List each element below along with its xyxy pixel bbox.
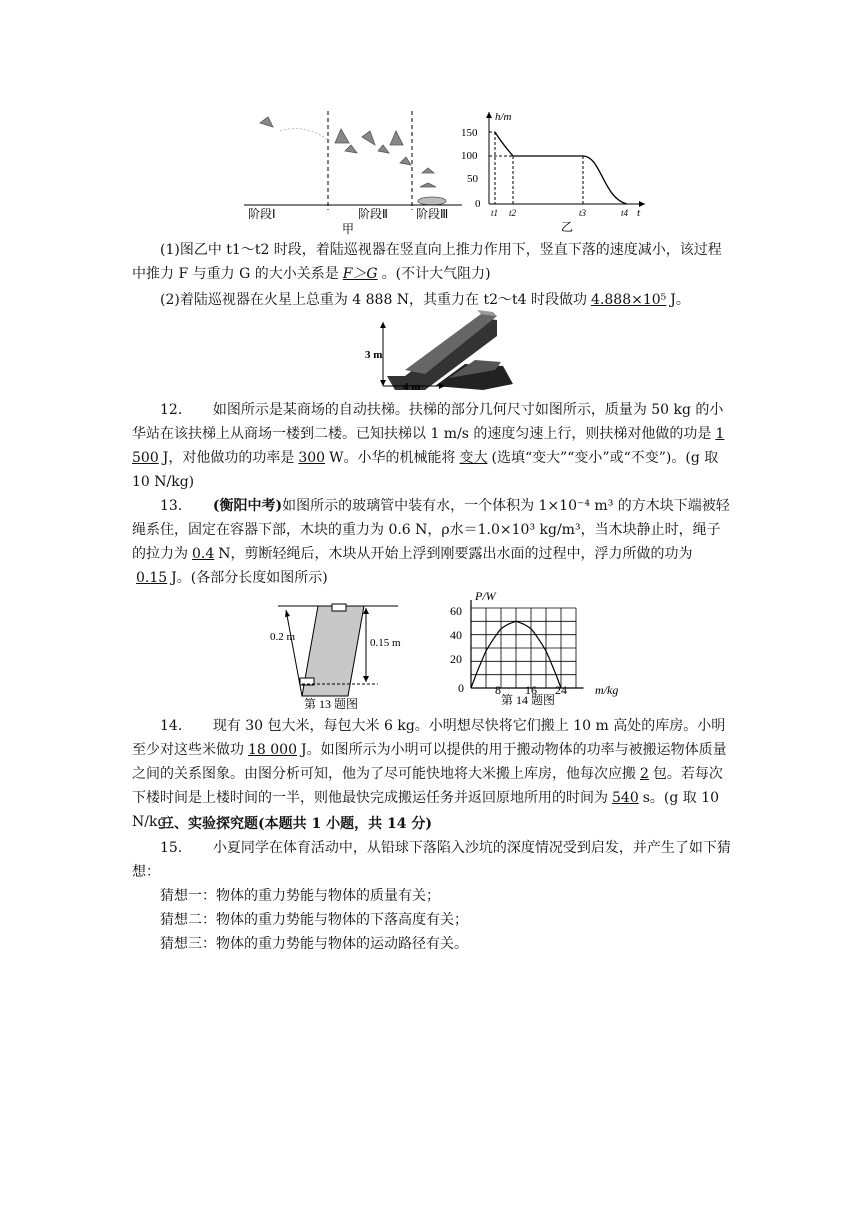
fig14-power-mass-chart bbox=[445, 588, 630, 706]
chart14-grid bbox=[471, 608, 576, 688]
q15-guess-2: 猜想二：物体的重力势能与物体的下落高度有关； bbox=[160, 912, 468, 928]
q14-answer-1: 18 000 bbox=[248, 742, 297, 758]
x-tick-t1: t1 bbox=[491, 208, 499, 218]
y-axis-label: h/m bbox=[495, 111, 512, 123]
fig14-y-tick-60: 60 bbox=[450, 604, 462, 618]
q14-answer-2: 2 bbox=[640, 766, 649, 782]
fig13-len-015: 0.15 m bbox=[370, 637, 401, 649]
fig13-caption: 第 13 题图 bbox=[304, 697, 359, 711]
y-tick-0: 0 bbox=[475, 198, 481, 210]
fig14-y-label: P/W bbox=[475, 589, 496, 603]
escalator-length: 4 m bbox=[403, 381, 421, 393]
height-curve bbox=[495, 132, 627, 204]
q11-part2: (2)着陆巡视器在火星上总重为 4 888 N，其重力在 t2～t4 时段做功 4.888×10⁵ J。 bbox=[160, 292, 690, 308]
q11-part1: (1)图乙中 t1～t2 时段，着陆巡视器在竖直向上推力作用下，竖直下落的速度减小，该过程中推力 F 与重力 G 的大小关系是 F＞G 。(不计大气阻力) bbox=[132, 242, 722, 282]
q12-answer-2: 300 bbox=[298, 450, 326, 466]
fig14-y-tick-40: 40 bbox=[450, 628, 462, 642]
q11-answer-2: 4.888×10⁵ bbox=[591, 292, 667, 308]
phase-figure bbox=[240, 105, 465, 235]
fig13-glass-tube bbox=[268, 600, 418, 712]
fig14-x-tick-24: 24 bbox=[555, 683, 567, 697]
height-time-graph bbox=[455, 108, 655, 233]
probe-trajectory bbox=[260, 117, 446, 205]
q13-text: 13． (衡阳中考)如图所示的玻璃管中装有水，一个体积为 1×10⁻⁴ m³ 的方木块下端被轻绳系住，固定在容器下部，木块的重力为 0.6 N，ρ水＝1.0×10³ kg/m³，当木块静止时，绳子的拉力为 0.4 N，剪断轻绳后，木块从开始上浮到刚要露出水面的过程中，浮力所做的功为0.15 J。(各部分长度如图所示) bbox=[132, 498, 730, 586]
q15-intro: 15． 小夏同学在体育活动中，从铅球下落陷入沙坑的深度情况受到启发，并产生了如下猜想： bbox=[132, 840, 731, 880]
q15-guess-1: 猜想一：物体的重力势能与物体的质量有关； bbox=[160, 888, 440, 904]
y-tick-100: 100 bbox=[461, 150, 478, 162]
stage-1-label: 阶段Ⅰ bbox=[248, 207, 276, 221]
x-tick-t4: t4 bbox=[621, 208, 629, 218]
q13-answer-1: 0.4 bbox=[192, 546, 215, 562]
q14-answer-3: 540 bbox=[612, 790, 639, 806]
block-top bbox=[332, 604, 346, 611]
x-tick-t2: t2 bbox=[509, 208, 517, 218]
caption-jia: 甲 bbox=[342, 222, 355, 235]
stage-2-label: 阶段Ⅱ bbox=[358, 207, 388, 221]
q14-text: 14． 现有 30 包大米，每包大米 6 kg。小明想尽快将它们搬上 10 m 高处的库房。小明至少对这些米做功 18 000 J。如图所示为小明可以提供的用于搬动物体的功率与被搬运物体质量之间的关系图象。由图分析可知，他为了尽可能快地将大米搬上库房，他每次应搬 2 包。若每次下楼时间是上楼时间的一半，则他最快完成搬运任务并返回原地所用的时间为 540 s。(g 取 10 N/kg) bbox=[132, 718, 727, 830]
q13-answer-2: 0.15 bbox=[136, 570, 168, 586]
escalator-figure bbox=[365, 308, 520, 393]
q15-guess-3: 猜想三：物体的重力势能与物体的运动路径有关。 bbox=[160, 936, 468, 952]
fig14-x-tick-16: 16 bbox=[525, 683, 537, 697]
stage-3-label: 阶段Ⅲ bbox=[416, 207, 449, 221]
fig14-caption: 第 14 题图 bbox=[501, 693, 556, 706]
fig14-y-tick-0: 0 bbox=[458, 681, 464, 695]
x-tick-t3: t3 bbox=[579, 208, 587, 218]
section-3-heading: 三、实验探究题(本题共 1 小题，共 14 分) bbox=[160, 816, 432, 832]
q12-text: 12． 如图所示是某商场的自动扶梯。扶梯的部分几何尺寸如图所示，质量为 50 kg 的小华站在该扶梯上从商场一楼到二楼。已知扶梯以 1 m/s 的速度匀速上行，则扶梯对他做的功是 1 500 J，对他做功的功率是 300 W。小华的机械能将 变大 (选填“变大”“变小”或“不变”)。(g 取 10 N/kg) bbox=[132, 402, 725, 490]
fig13-len-02: 0.2 m bbox=[270, 631, 296, 643]
fig14-x-tick-8: 8 bbox=[495, 683, 501, 697]
y-tick-150: 150 bbox=[461, 127, 478, 139]
q11-answer-1: F＞G bbox=[342, 266, 378, 282]
x-axis-label: t bbox=[637, 207, 641, 219]
q12-answer-1: 1 500 bbox=[132, 426, 725, 466]
escalator-height: 3 m bbox=[365, 349, 383, 361]
caption-yi: 乙 bbox=[561, 220, 574, 233]
q12-answer-3: 变大 bbox=[459, 450, 488, 466]
fig14-x-label: m/kg bbox=[595, 683, 619, 697]
fig14-y-tick-20: 20 bbox=[450, 652, 462, 666]
y-tick-50: 50 bbox=[467, 173, 478, 185]
